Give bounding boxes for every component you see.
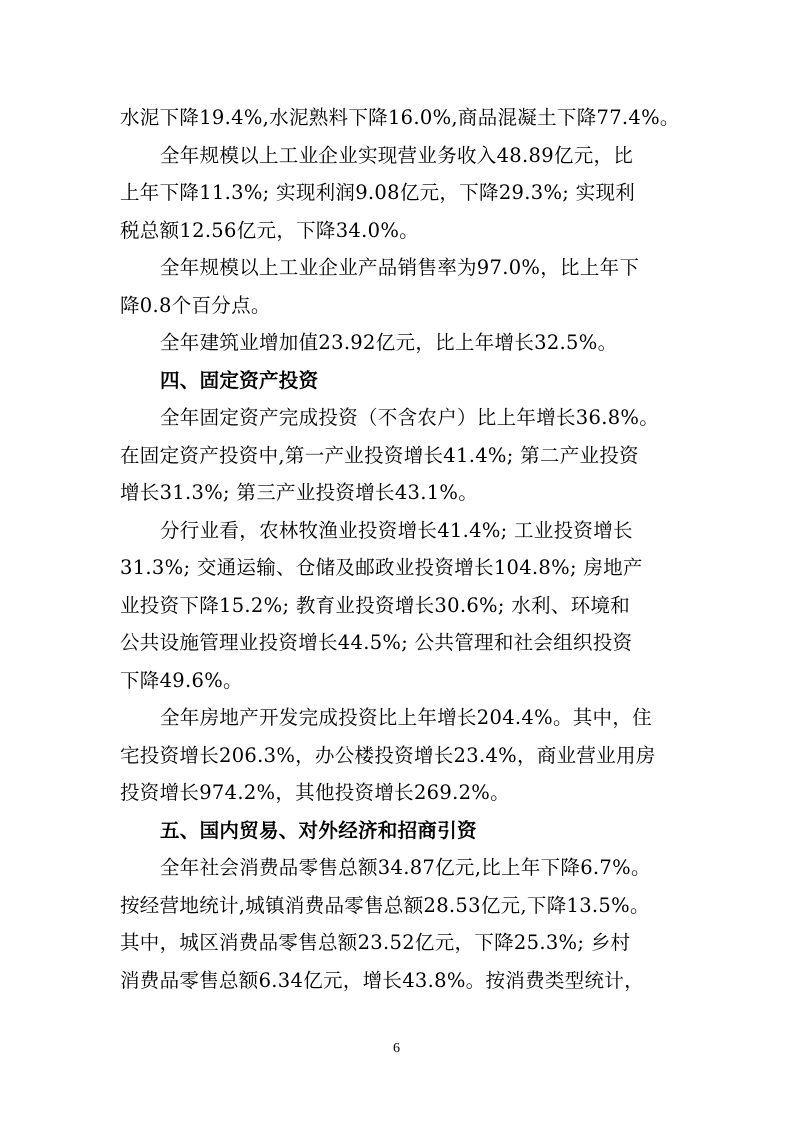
text-line: 公共设施管理业投资增长44.5%; 公共管理和社会组织投资: [120, 631, 633, 654]
paragraph-line: 全年规模以上工业企业产品销售率为97.0%，比上年下: [160, 256, 640, 279]
text-line: 税总额12.56亿元，下降34.0%。: [120, 218, 419, 242]
text-line: 降0.8个百分点。: [120, 293, 271, 317]
paragraph-line: 全年规模以上工业企业实现营业务收入48.89亿元，比: [160, 143, 634, 167]
paragraph-line: 全年房地产开发完成投资比上年增长204.4%。其中，住: [160, 706, 652, 729]
text-line: 下降49.6%。: [120, 668, 243, 692]
text-line: 投资增长974.2%，其他投资增长269.2%。: [120, 781, 510, 804]
text-line: 上年下降11.3%; 实现利润9.08亿元，下降29.3%; 实现利: [120, 181, 636, 204]
paragraph-line: 全年固定资产完成投资（不含农户）比上年增长36.8%。: [160, 406, 660, 429]
section-heading-fixed-asset-investment: 四、固定资产投资: [160, 368, 319, 392]
text-line: 水泥下降19.4%,水泥熟料下降16.0%,商品混凝土下降77.4%。: [120, 106, 680, 129]
text-line: 宅投资增长206.3%，办公楼投资增长23.4%，商业营业用房: [120, 743, 656, 767]
page-number: 6: [393, 1041, 400, 1056]
text-line: 按经营地统计,城镇消费品零售总额28.53亿元,下降13.5%。: [120, 893, 650, 917]
text-line: 增长31.3%; 第三产业投资增长43.1%。: [120, 481, 479, 504]
paragraph-line: 全年建筑业增加值23.92亿元，比上年增长32.5%。: [160, 331, 618, 354]
text-line: 消费品零售总额6.34亿元，增长43.8%。按消费类型统计，: [120, 968, 644, 992]
section-heading-trade-and-investment: 五、国内贸易、对外经济和招商引资: [160, 818, 477, 842]
text-line: 31.3%; 交通运输、仓储及邮政业投资增长104.8%; 房地产: [120, 556, 643, 579]
paragraph-line: 分行业看，农林牧渔业投资增长41.4%; 工业投资增长: [160, 518, 633, 542]
text-line: 在固定资产投资中,第一产业投资增长41.4%; 第二产业投资: [120, 443, 639, 467]
text-line: 业投资下降15.2%; 教育业投资增长30.6%; 水利、环境和: [120, 593, 631, 617]
text-line: 其中，城区消费品零售总额23.52亿元，下降25.3%; 乡村: [120, 931, 631, 954]
paragraph-line: 全年社会消费品零售总额34.87亿元,比上年下降6.7%。: [160, 856, 651, 879]
document-body: [120, 99, 680, 999]
